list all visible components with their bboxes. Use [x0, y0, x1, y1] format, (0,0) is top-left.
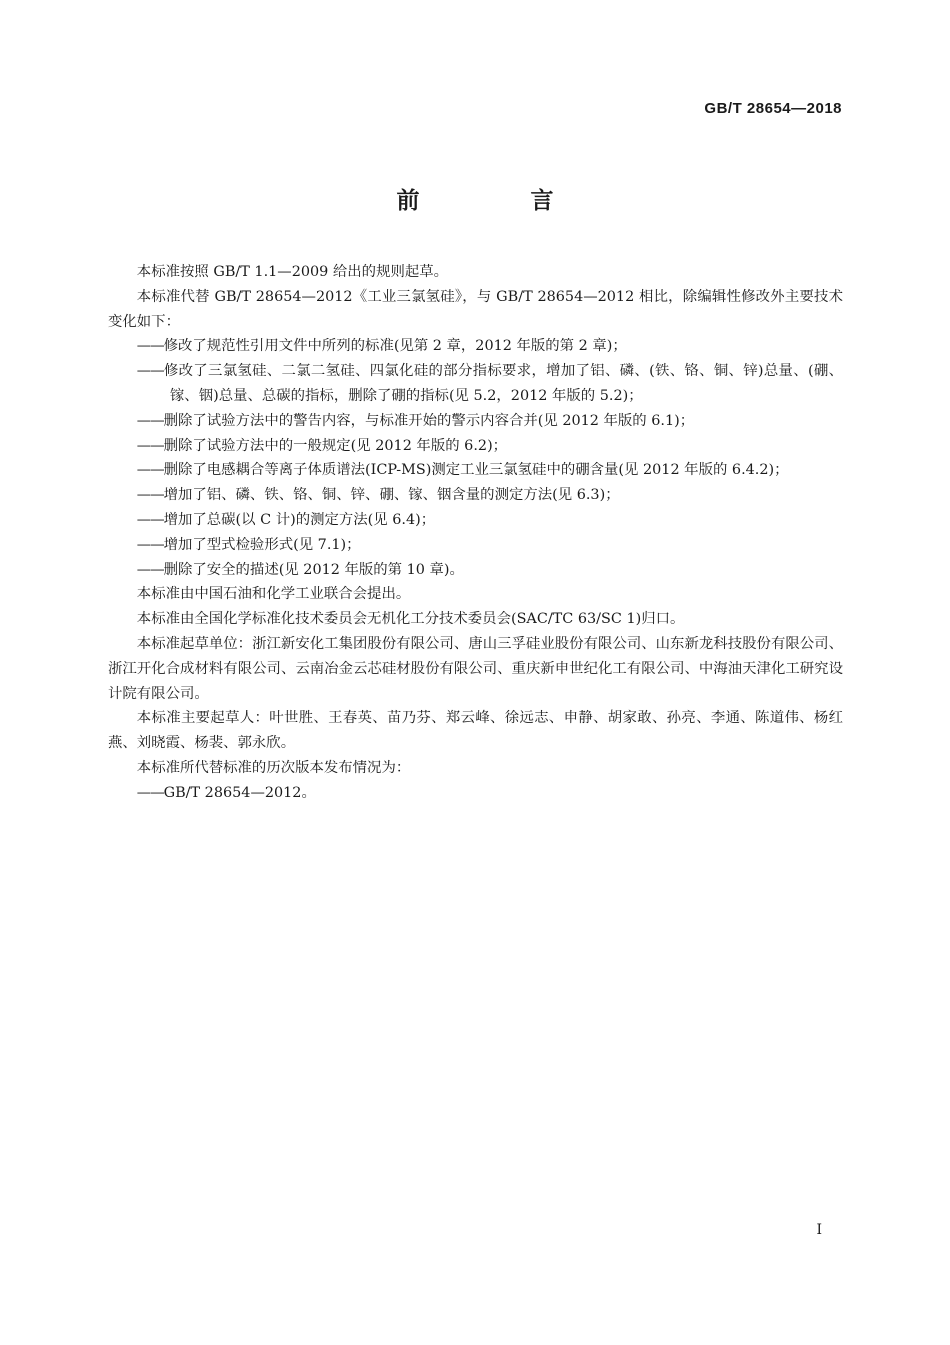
paragraph-replacement: 本标准代替 GB/T 28654—2012《工业三氯氢硅》，与 GB/T 28654—2012 相比，除编辑性修改外主要技术变化如下： [108, 288, 843, 330]
list-item: ——删除了安全的描述(见 2012 年版的第 10 章)。 [136, 561, 464, 578]
dash-mark: —— [136, 784, 164, 801]
list-item: ——删除了试验方法中的一般规定(见 2012 年版的 6.2)； [136, 437, 508, 454]
preface-body [108, 260, 843, 806]
dash-mark: —— [136, 487, 164, 504]
changes-list [108, 334, 843, 582]
dash-mark: —— [136, 412, 164, 429]
paragraph-proposer: 本标准由中国石油和化学工业联合会提出。 [136, 586, 411, 603]
list-item: ——GB/T 28654—2012。 [136, 784, 316, 801]
dash-mark: —— [136, 462, 164, 479]
dash-mark: —— [136, 561, 164, 578]
dash-mark: —— [136, 338, 164, 355]
dash-mark: —— [136, 511, 164, 528]
paragraph-drafting-rules: 本标准按照 GB/T 1.1—2009 给出的规则起草。 [136, 264, 449, 280]
list-item: ——修改了规范性引用文件中所列的标准(见第 2 章，2012 年版的第 2 章)； [136, 338, 627, 355]
dash-mark: —— [136, 437, 164, 454]
paragraph-drafting-units: 本标准起草单位：浙江新安化工集团股份有限公司、唐山三孚硅业股份有限公司、山东新龙科技股份有限公司、浙江开化合成材料有限公司、云南冶金云芯硅材股份有限公司、重庆新申世纪化工有限公司、中海油天津化工研究设计院有限公司。 [108, 635, 843, 702]
list-item: ——增加了铝、磷、铁、铬、铜、锌、硼、镓、铟含量的测定方法(见 6.3)； [136, 487, 620, 504]
list-item: ——删除了电感耦合等离子体质谱法(ICP-MS)测定工业三氯氢硅中的硼含量(见 2012 年版的 6.4.2)； [136, 462, 789, 479]
paragraph-drafters: 本标准主要起草人：叶世胜、王春英、苗乃芬、郑云峰、徐远志、申静、胡家敢、孙亮、李通、陈道伟、杨红燕、刘晓霞、杨裴、郭永欣。 [108, 710, 843, 752]
list-item: ——增加了型式检验形式(见 7.1)； [136, 536, 361, 553]
paragraph-history-intro: 本标准所代替标准的历次版本发布情况为： [136, 759, 411, 776]
dash-mark: —— [136, 363, 164, 380]
page-title: 前 言 [396, 188, 598, 214]
list-item: ——增加了总碳(以 C 计)的测定方法(见 6.4)； [136, 511, 436, 528]
list-item: ——删除了试验方法中的警告内容，与标准开始的警示内容合并(见 2012 年版的 6.1)； [136, 412, 695, 429]
history-list [108, 781, 843, 806]
standard-code: GB/T 28654—2018 [704, 100, 842, 117]
page-number: I [816, 1222, 822, 1238]
dash-mark: —— [136, 536, 164, 553]
paragraph-committee: 本标准由全国化学标准化技术委员会无机化工分技术委员会(SAC/TC 63/SC 1)归口。 [136, 611, 685, 628]
list-item: ——修改了三氯氢硅、二氯二氢硅、四氯化硅的部分指标要求，增加了铝、磷、(铁、铬、铜、锌)总量、(硼、镓、铟)总量、总碳的指标，删除了硼的指标(见 5.2，2012 年版的 5.2)； [136, 363, 843, 404]
